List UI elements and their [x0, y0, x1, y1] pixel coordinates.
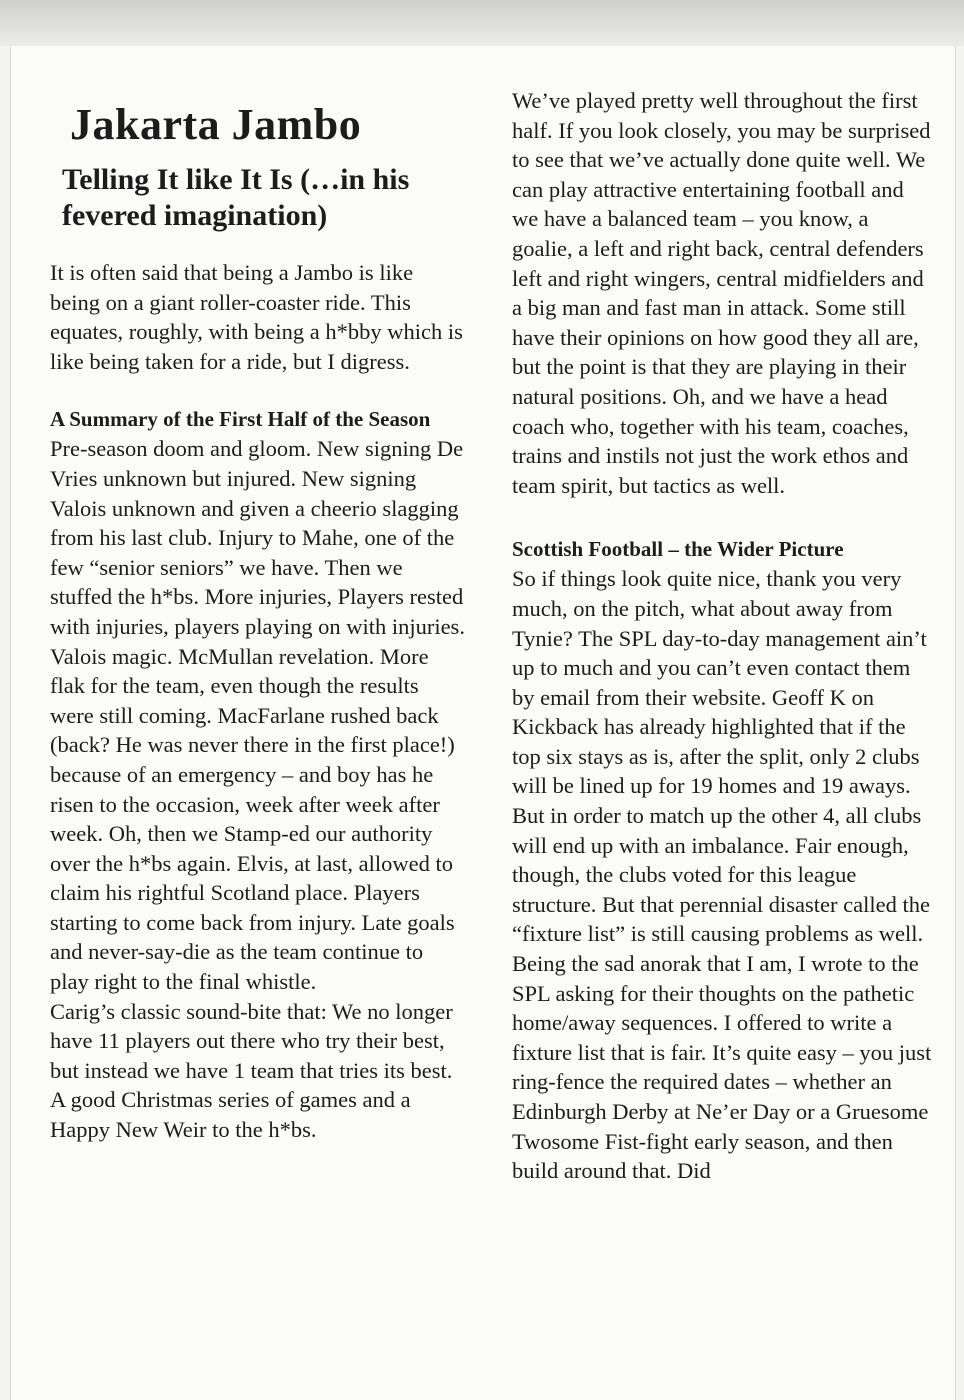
section-heading-first-half: A Summary of the First Half of the Season: [50, 407, 431, 432]
intro-paragraph: It is often said that being a Jambo is like being on a giant roller-coaster ride. This equates, roughly, with being a h*bby which is like being taken for a ride, but I digress.: [50, 260, 463, 374]
right-intro-paragraph: We’ve played pretty well throughout the first half. If you look closely, you may be surprised to see that we’ve actually done quite well. We can play attractive entertaining football and we have a balanced team – you know, a goalie, a left and right back, central defenders left and right wingers, central midfielders and a big man and fast man in attack. Some still have their opinions on how good they all are, but the point is that they are playing in their natural positions. Oh, and we have a head coach who, together with his team, coaches, trains and instils not just the work ethos and team spirit, but tactics as well.: [512, 88, 931, 498]
section-body-first-half: Pre-season doom and gloom. New signing De Vries unknown but injured. New signing Valois unknown and given a cheerio slagging from his last club. Injury to Mahe, one of the few “senior seniors” we have. Then we stuffed the h*bs. More injuries, Players rested with injuries, players playing on with injuries. Valois magic. McMullan revelation. More flak for the team, even though the results were still coming. MacFarlane rushed back (back? He was never there in the first place!) because of an emergency – and boy has he risen to the occasion, week after week after week. Oh, then we Stamp-ed our authority over the h*bs again. Elvis, at last, allowed to claim his rightful Scotland place. Players starting to come back from injury. Late goals and never-say-die as the team continue to play right to the final whistle. Carig’s classic sound-bite that: We no longer have 11 players out there who try their best, but instead we have 1 team that tries its best. A good Christmas series of games and a Happy New Weir to the h*bs.: [50, 436, 465, 1143]
left-column: [50, 100, 465, 1145]
section-body-wider-picture: So if things look quite nice, thank you very much, on the pitch, what about away from Tynie? The SPL day-to-day management ain’t up to much and you can’t even contact them by email from their website. Geoff K on Kickback has already highlighted that if the top six stays as is, after the split, only 2 clubs will be lined up for 19 homes and 19 aways. But in order to match up the other 4, all clubs will end up with an imbalance. Fair enough, though, the clubs voted for this league structure. But that perennial disaster called the “fixture list” is still causing problems as well. Being the sad anorak that I am, I wrote to the SPL asking for their thoughts on the pathetic home/away sequences. I offered to write a fixture list that is fair. It’s quite easy – you just ring-fence the required dates – whether an Edinburgh Derby at Ne’er Day or a Gruesome Twosome Fist-fight early season, and then build around that. Did: [512, 566, 932, 1184]
article-subtitle: Telling It like It Is (…in his fevered imagination): [62, 163, 410, 232]
right-column: [512, 86, 932, 1186]
section-heading-wider-picture: Scottish Football – the Wider Picture: [512, 537, 844, 562]
article-title: Jakarta Jambo: [70, 100, 362, 149]
scan-top-edge: [0, 0, 964, 46]
